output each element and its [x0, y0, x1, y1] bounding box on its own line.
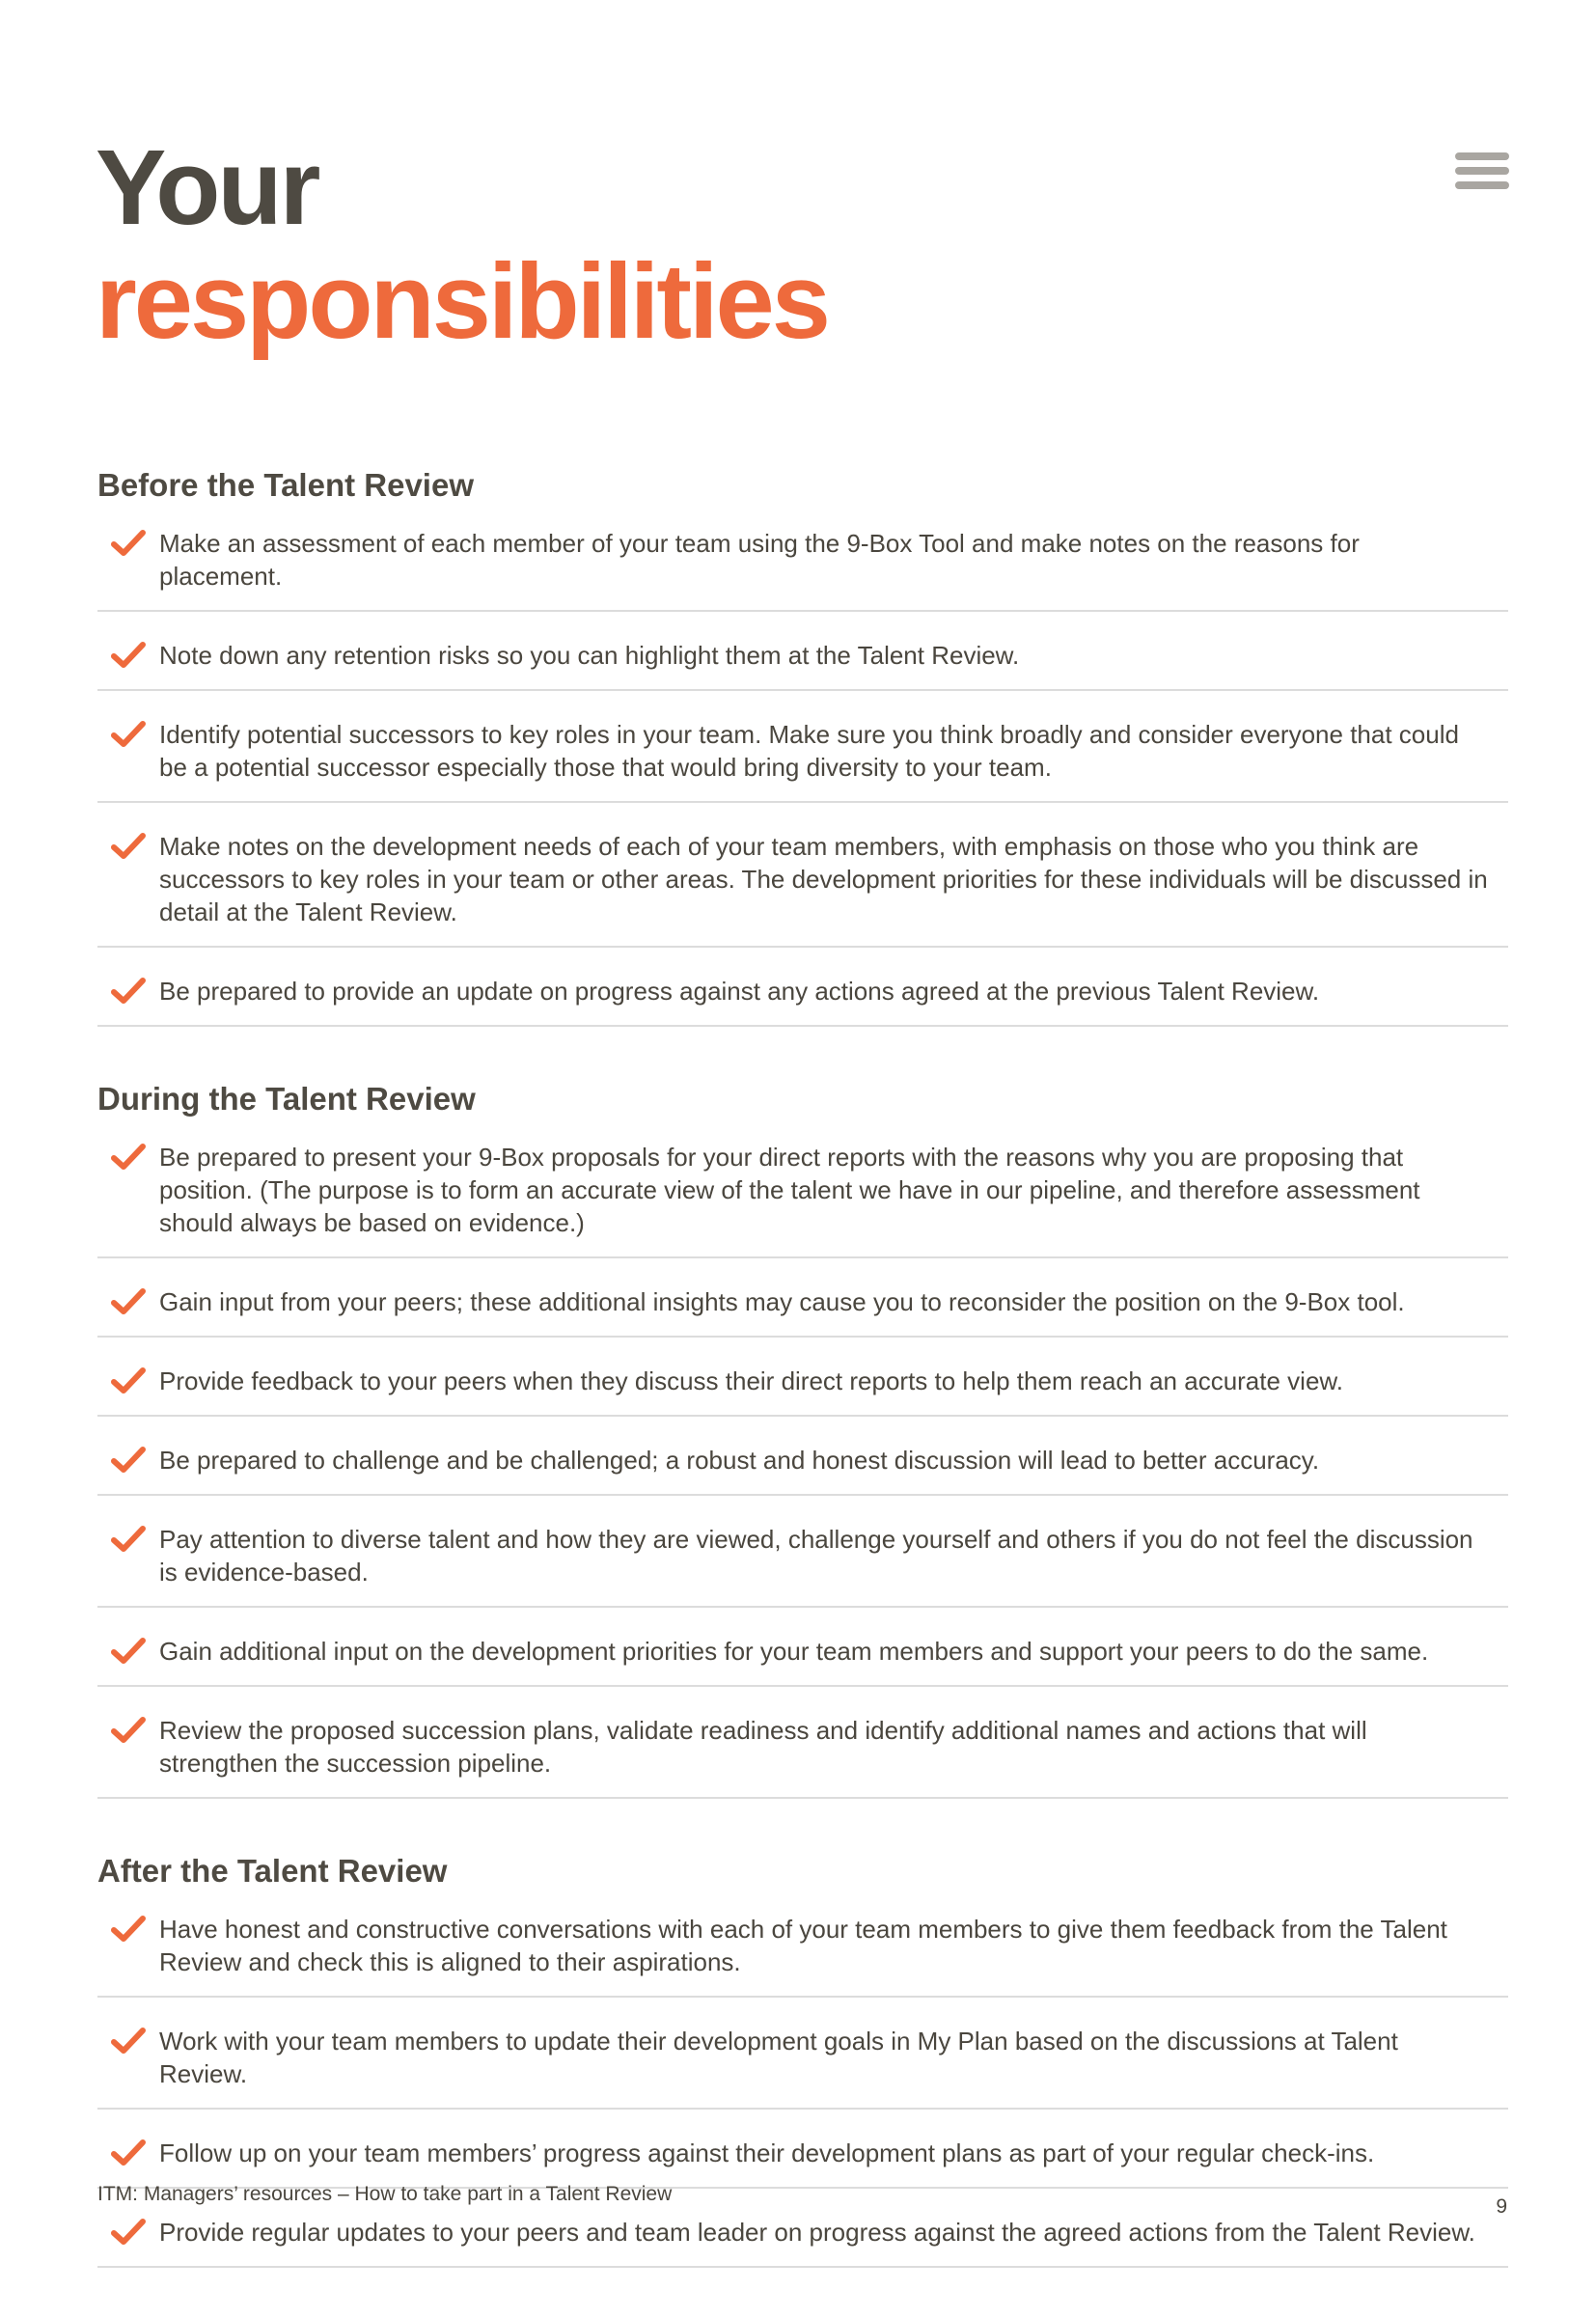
page-number: 9 — [1496, 2195, 1507, 2218]
list-item-text: Be prepared to provide an update on progress against any actions agreed at the previous Talent Review. — [159, 977, 1320, 1006]
checkmark-icon — [111, 529, 146, 558]
checkmark-icon — [111, 2139, 146, 2167]
responsibilities-content — [97, 463, 1508, 2318]
hamburger-menu-icon[interactable] — [1455, 152, 1509, 189]
list-item-text: Review the proposed succession plans, validate readiness and identify additional names and actions that will strengthen the succession pipeline. — [159, 1716, 1367, 1778]
section-heading: Before the Talent Review — [97, 467, 474, 503]
section-heading: After the Talent Review — [97, 1853, 448, 1889]
checkmark-icon — [111, 2027, 146, 2056]
checkmark-icon — [111, 1637, 146, 1666]
checkmark-icon — [111, 1525, 146, 1554]
menu-bar — [1455, 181, 1509, 189]
list-item — [97, 612, 1508, 691]
list-item — [97, 1417, 1508, 1496]
list-item-text: Provide regular updates to your peers and team leader on progress against the agreed actions from the Talent Review. — [159, 2218, 1475, 2247]
page-title — [96, 128, 828, 361]
checkmark-icon — [111, 2218, 146, 2247]
list-item-text: Follow up on your team members’ progress against their development plans as part of your regular check-ins. — [159, 2139, 1375, 2167]
list-item — [97, 2110, 1508, 2189]
list-item-text: Make notes on the development needs of each of your team members, with emphasis on those who you think are successors to key roles in your team or other areas. The development priorities for these individuals will be discussed in detail at the Talent Review. — [159, 832, 1488, 926]
page-title-line-1: Your — [96, 128, 318, 247]
list-item-text: Gain additional input on the development priorities for your team members and support your peers to do the same. — [159, 1637, 1429, 1666]
list-item-text: Provide feedback to your peers when they discuss their direct reports to help them reach an accurate view. — [159, 1366, 1343, 1395]
checkmark-icon — [111, 1915, 146, 1944]
list-item-text: Note down any retention risks so you can highlight them at the Talent Review. — [159, 641, 1020, 670]
list-item — [97, 803, 1508, 948]
checkmark-icon — [111, 977, 146, 1006]
section-heading: During the Talent Review — [97, 1081, 476, 1117]
list-item — [97, 517, 1508, 612]
checkmark-icon — [111, 720, 146, 749]
list-item-text: Gain input from your peers; these additional insights may cause you to reconsider the position on the 9-Box tool. — [159, 1287, 1405, 1316]
footer-text: ITM: Managers’ resources – How to take part in a Talent Review — [97, 2183, 673, 2205]
list-item-text: Identify potential successors to key roles in your team. Make sure you think broadly and consider everyone that could be a potential successor especially those that would bring diversity to your team. — [159, 720, 1459, 782]
list-item-text: Have honest and constructive conversations with each of your team members to give them feedback from the Talent Review and check this is aligned to their aspirations. — [159, 1915, 1447, 1976]
checkmark-icon — [111, 1287, 146, 1316]
list-item — [97, 1258, 1508, 1338]
section-1 — [97, 1077, 1508, 1799]
list-item — [97, 1903, 1508, 1998]
checkmark-icon — [111, 641, 146, 670]
menu-bar — [1455, 152, 1509, 160]
section-0 — [97, 463, 1508, 1027]
list-item-text: Be prepared to challenge and be challenged; a robust and honest discussion will lead to better accuracy. — [159, 1446, 1320, 1475]
list-item — [97, 1998, 1508, 2110]
checkmark-icon — [111, 832, 146, 861]
list-item — [97, 1496, 1508, 1608]
list-item — [97, 1687, 1508, 1799]
list-item — [97, 1608, 1508, 1687]
list-item — [97, 1338, 1508, 1417]
list-item-text: Pay attention to diverse talent and how they are viewed, challenge yourself and others if you do not feel the discussion is evidence-based. — [159, 1525, 1473, 1587]
list-item — [97, 691, 1508, 803]
checkmark-icon — [111, 1716, 146, 1745]
checkmark-icon — [111, 1366, 146, 1395]
list-item — [97, 1131, 1508, 1258]
list-item-text: Be prepared to present your 9-Box proposals for your direct reports with the reasons why you are proposing that position. (The purpose is to form an accurate view of the talent we have in our pipeline, and therefore assessment should always be based on evidence.) — [159, 1143, 1420, 1237]
page-title-line-2: responsibilities — [96, 242, 828, 361]
checkmark-icon — [111, 1143, 146, 1172]
list-item-text: Make an assessment of each member of your team using the 9-Box Tool and make notes on the reasons for placement. — [159, 529, 1360, 591]
list-item — [97, 948, 1508, 1027]
checkmark-icon — [111, 1446, 146, 1475]
list-item-text: Work with your team members to update their development goals in My Plan based on the discussions at Talent Review. — [159, 2027, 1398, 2088]
menu-bar — [1455, 167, 1509, 175]
